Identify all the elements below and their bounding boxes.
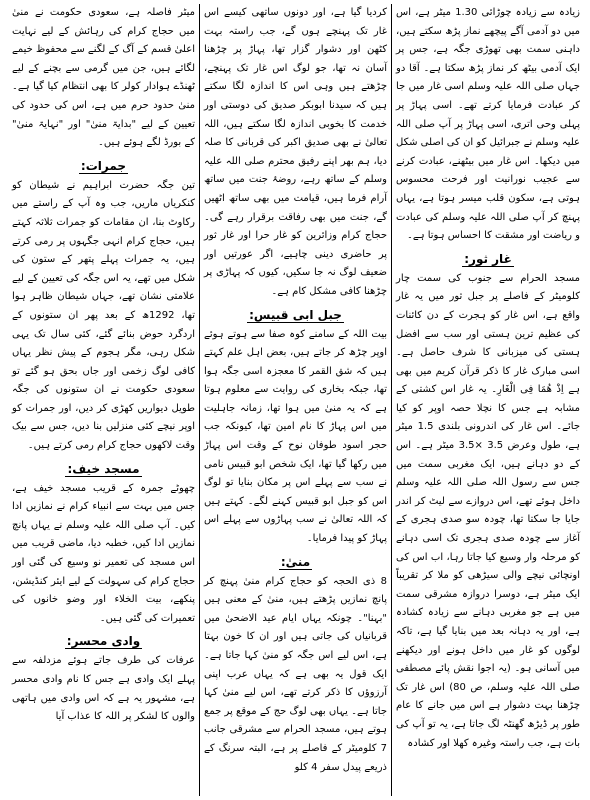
section-heading-text: مسجد خیف:	[67, 461, 140, 476]
section-heading	[396, 248, 580, 270]
paragraph: میٹر فاصلہ ہے، سعودی حکومت نے منیٰ میں حجاج کرام کی رہائش کے لیے نہایت اعلیٰ قسم کے آگ کے لگنے سے محفوظ خیمے لگائے ہیں، جن میں گرمی سے بچنے کے لیے ٹھنڈے ہوادار کولر کا بھی انتظام کیا گیا ہے۔ منیٰ حدود حرم میں ہے، اس کی حدود کی تعیین کے لیے "بدایۃ منیٰ" اور "نہایۃ منیٰ" کے بورڈ لگے ہوئے ہیں۔	[12, 7, 195, 149]
paragraph: تین جگہ حضرت ابراہیم نے شیطان کو کنکریاں ماریں، جب وہ آپ کے راستے میں رکاوٹ بنا، ان مقامات کو جمرات ثلاثہ کہتے ہیں، حجاج کرام انہی جگہوں پر رمی کرتے ہیں، یہ جمرات پہلے پتھر کے ستون کی شکل میں تھے، یہ اس جگہ کی تعیین کے لیے علامتی نشان تھے، جہاں شیطان ظاہر ہوا تھا، 1292ھ کے بعد پھر ان ستونوں کے اردگرد حوض بنائے گئے، کئی سال تک یہی شکل رہی، مگر ہجوم کے پیش نظر یہاں کافی لوگ زخمی اور جاں بحق ہو گئے تو سعودی حکومت نے ان ستونوں کی جگہ طویل دیواریں کھڑی کر دیں، اور جمرات کو اوپر نیچے کئی منزلیں بنا دیں، جس سے بیک وقت لاکھوں حجاج کرام رمی کرتے ہیں۔	[12, 179, 195, 452]
section-heading-text: جمرات:	[80, 158, 127, 173]
column-right	[392, 4, 584, 796]
section-heading	[204, 304, 387, 326]
section-heading-text: غار ثور:	[464, 251, 512, 266]
section-heading-text: جبل ابی قبیس:	[249, 307, 342, 322]
paragraph: عرفات کی طرف جاتے ہوئے مزدلفہ سے پہلے ایک وادی ہے جس کا نام وادی محسر ہے، مشہور یہ ہے کہ اس وادی میں ہاتھی والوں کا لشکر پر اللہ کا عذاب آیا	[12, 655, 195, 723]
paragraph: مسجد الحرام سے جنوب کی سمت چار کلومیٹر کے فاصلے پر جبل ثور میں یہ غار واقع ہے، اس غار کو ہجرت کے دن کائنات کی عظیم ترین ہستی اور سب سے افضل ہستی کی میزبانی کا شرف حاصل ہے۔ اسی مبارک غار کا ذکر قرآن کریم میں بھی ہے اِذْ هُمَا فِی الْغَارِ۔ یہ غار اس کشتی کے مشابہ ہے جس کا نچلا حصہ اوپر کو کیا جائے۔ اس غار کی اندرونی بلندی 1.5 میٹر ہے، طول وعرض 3.5 ×3.5 میٹر ہے۔ اس کے دو دہانے ہیں، ایک مغربی سمت میں جس سے رسول اللہ صلی اللہ علیہ وسلم داخل ہوئے تھے، اس دروازے سے لیٹ کر اندر جایا جا سکتا تھا، چودہ سو صدی ہجری کے آغاز سے چودہ صدی ہجری تک اسی دہانے کو مرحلہ وار وسیع کیا جاتا رہا، اب اس کی اونچائی نیچے والی سیڑھی کو ملا کر تقریباً ایک میٹر ہے، دوسرا دروازہ مشرقی سمت میں ہے جو مغربی دہانے سے زیادہ کشادہ ہے، اور یہ دہانہ بعد میں بنایا گیا ہے، تاکہ لوگوں کو غار میں داخل ہونے اور دیکھنے میں آسانی ہو۔ (یہ اجوا نقش پائے مصطفی صلی اللہ علیہ وسلم، ص 80) اس غار تک چڑھنا بہت دشوار ہے اس میں جانے کا عام طور پر ڈیڑھ گھنٹہ لگ جاتا ہے، یہ تو آپ کی بات ہے، جب راستہ وغیرہ کھلا اور کشادہ	[396, 272, 581, 749]
section-heading	[12, 155, 195, 177]
section-heading	[204, 551, 387, 573]
paragraph: کردیا گیا ہے، اور دونوں ساتھی کیسے اس غار تک پہنچے ہوں گے، جب راستہ بہت کٹھن اور دشوار گزار تھا، پہاڑ پر چڑھنا آسان نہ تھا، جو لوگ اس غار تک پہنچے، چڑھتے ہیں وہی اس کا اندازہ لگا سکتے ہیں کہ سیدنا ابوبکر صدیق کی دوستی اور خدمت کا بخوبی اندازہ لگا سکتے ہیں، اللہ تعالیٰ نے بھی صدیق اکبر کی قربانی کا صلہ دیا، ہم بھر اپنے رفیق محترم صلی اللہ علیہ وسلم کے ساتھ رہے، روضۂ جنت میں ساتھ آرام فرما ہیں، قیامت میں بھی ساتھ اٹھیں گے، جنت میں بھی رفاقت برقرار رہے گی۔ حجاج کرام وزائرین کو غار حرا اور غار ثور پر حاضری دینی چاہیے، اگر عورتیں اور ضعیف لوگ نہ جا سکیں، کیوں کہ پہاڑی پر چڑھنا کافی مشکل کام ہے۔	[204, 7, 387, 297]
section-heading-text: وادی محسر:	[66, 634, 141, 649]
paragraph: 8 ذی الحجہ کو حجاج کرام منیٰ پہنچ کر پانچ نمازیں پڑھتے ہیں، منیٰ کے معنی ہیں "بہنا"۔ چونکہ یہاں ایام عید الاضحیٰ میں قربانیاں کی جاتی ہیں اور ان کا خون بہتا ہے، اس لیے اس جگہ کو منیٰ کہا جاتا ہے۔ ایک قول یہ بھی ہے کہ یہاں عرب اپنی آرزوؤں کا ذکر کرتے تھے، اس لیے منیٰ کہا جاتا ہے۔ یہاں بھی لوگ حج کے موقع پر جمع ہوتے ہیں، مسجد الحرام سے مشرقی جانب 7 کلومیٹر کے فاصلے پر ہے، البتہ سرنگ کے ذریعے پیدل سفر 4 کلو	[204, 575, 387, 773]
section-heading	[12, 630, 195, 652]
column-left	[8, 4, 200, 796]
paragraph: چھوٹے جمرہ کے قریب مسجد خیف ہے، جس میں بہت سے انبیاء کرام نے نمازیں ادا کیں۔ آپ صلی اللہ علیہ وسلم نے یہاں پانچ نمازیں ادا کیں، خطبہ دیا، ماضی قریب میں اس مسجد کی تعمیر نو وسیع کی گئی اور حجاج کرام کی سہولت کے لیے ایئر کنڈیشن، پنکھے، بیت الخلاء اور وضو خانوں کی تعمیرات کی گئی ہیں۔	[12, 482, 195, 624]
paragraph: زیادہ سے زیادہ چوڑائی 1.30 میٹر ہے، اس میں دو آدمی آگے پیچھے نماز پڑھ سکتے ہیں، داہنی سمت بھی تھوڑی جگہ ہے، جس پر ایک آدمی بیٹھ کر نماز پڑھ سکتا ہے۔ آقا دو جہاں صلی اللہ علیہ وسلم اسی غار میں جا کر عبادت فرمایا کرتے تھے۔ اسی پہاڑ پر پہلی وحی اتری، اسی پہاڑ پر آپ صلی اللہ علیہ وسلم نے جبرائیل کو ان کی اصلی شکل میں دیکھا۔ اس غار میں بیٹھنے، عبادت کرنے سے عجیب نورانیت اور فرحت محسوس ہوتی ہے، سکون قلب میسر ہوتا ہے، یہاں پہنچ کر آپ صلی اللہ علیہ وسلم کی عبادت و ریاضت اور مشقت کا احساس ہوتا ہے۔	[396, 7, 580, 242]
column-middle	[200, 4, 392, 796]
section-heading	[12, 458, 195, 480]
paragraph: بیت اللہ کے سامنے کوہ صفا سے ہوتے ہوئے اوپر چڑھ کر جاتے ہیں، بعض اہل علم کہتے ہیں کہ شق القمر کا معجزہ اسی جگہ ہوا تھا، جبکہ بخاری کی روایت سے معلوم ہوتا ہے کہ یہ منیٰ میں ہوا تھا، زمانہ جاہلیت میں اس پہاڑ کا نام امین تھا، کیونکہ جب حجر اسود طوفان نوح کے وقت اس پہاڑ میں رکھا گیا تھا، ایک شخص ابو قبیس نامی نے سب سے پہلے اس پر مکان بنایا تو لوگ اس کو جبل ابو قبیس کہنے لگے۔ کہتے ہیں کہ اللہ تعالیٰ نے سب پہاڑوں سے پہلے اس پہاڑ کو پیدا فرمایا۔	[204, 328, 387, 545]
section-heading-text: منیٰ:	[280, 554, 311, 569]
page	[6, 4, 584, 796]
